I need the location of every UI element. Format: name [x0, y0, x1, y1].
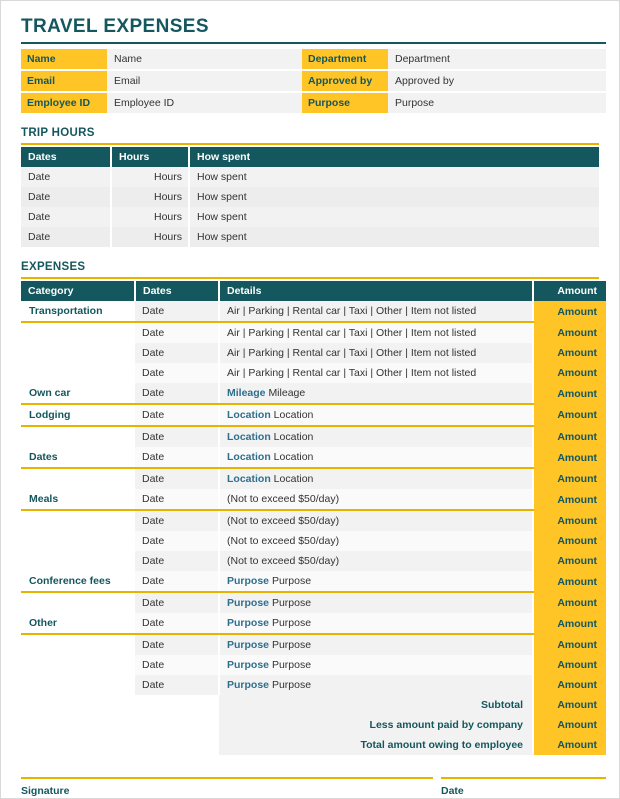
expense-amount-cell[interactable]: Amount: [533, 322, 606, 343]
expense-category-cell: [21, 655, 135, 675]
expense-category-cell: [21, 675, 135, 695]
expense-category-cell: [21, 592, 135, 613]
expense-detail-text: Purpose: [271, 639, 312, 651]
trip-hours-cell-how-spent[interactable]: How spent: [189, 167, 599, 187]
expense-row: [21, 613, 606, 634]
expense-date-cell[interactable]: Date: [135, 571, 219, 592]
info-value-1-right[interactable]: Approved by: [388, 71, 606, 91]
total-spacer-cell: [21, 695, 135, 715]
expense-row: [21, 510, 606, 531]
info-value-0-right[interactable]: Department: [388, 49, 606, 69]
expense-details-cell[interactable]: [219, 363, 533, 383]
trip-hours-cell-how-spent[interactable]: How spent: [189, 227, 599, 247]
signature-area: [21, 777, 606, 797]
expense-amount-cell[interactable]: Amount: [533, 551, 606, 571]
expense-detail-text: Purpose: [271, 659, 312, 671]
expense-row: [21, 571, 606, 592]
expense-date-cell[interactable]: Date: [135, 551, 219, 571]
expense-date-cell[interactable]: Date: [135, 383, 219, 404]
expense-category-cell: Other: [21, 613, 135, 634]
expense-amount-cell[interactable]: Amount: [533, 426, 606, 447]
trip-hours-cell-hours[interactable]: Hours: [111, 227, 189, 247]
expense-row: [21, 675, 606, 695]
total-spacer-cell: [135, 735, 219, 755]
expenses-heading: EXPENSES: [21, 261, 86, 273]
expense-category-cell: Own car: [21, 383, 135, 404]
trip-hours-cell-date[interactable]: Date: [21, 167, 111, 187]
expense-date-cell[interactable]: Date: [135, 634, 219, 655]
expense-date-cell[interactable]: Date: [135, 675, 219, 695]
expense-total-row: [21, 695, 606, 715]
expense-date-cell[interactable]: Date: [135, 613, 219, 634]
trip-hours-row: [21, 167, 599, 187]
expense-detail-label: Location: [227, 431, 271, 443]
expense-amount-cell[interactable]: Amount: [533, 301, 606, 322]
expense-detail-label: Purpose: [227, 639, 270, 651]
info-label-2-left: Employee ID: [21, 93, 107, 113]
expense-detail-text: (Not to exceed $50/day): [227, 535, 340, 547]
signature-block[interactable]: [21, 777, 433, 797]
expense-category-cell: [21, 363, 135, 383]
expense-details-cell[interactable]: [219, 634, 533, 655]
expense-date-cell[interactable]: Date: [135, 510, 219, 531]
expense-details-cell[interactable]: [219, 404, 533, 426]
expense-detail-text: Mileage: [268, 387, 306, 399]
expense-total-row: [21, 715, 606, 735]
info-value-2-left[interactable]: Employee ID: [107, 93, 302, 113]
info-label-0-right: Department: [302, 49, 388, 69]
expense-detail-text: Air | Parking | Rental car | Taxi | Other | Item not listed: [227, 367, 477, 379]
total-spacer-cell: [21, 735, 135, 755]
signature-date-block[interactable]: [441, 777, 606, 797]
signature-label: Signature: [21, 785, 70, 797]
trip-hours-heading: TRIP HOURS: [21, 127, 95, 139]
expense-amount-cell[interactable]: Amount: [533, 510, 606, 531]
expenses-col-amount: Amount: [533, 281, 606, 301]
expense-row: [21, 531, 606, 551]
expense-row: [21, 551, 606, 571]
expense-date-cell[interactable]: Date: [135, 322, 219, 343]
trip-hours-row: [21, 227, 599, 247]
expenses-col-details: Details: [219, 281, 533, 301]
expense-category-cell: [21, 531, 135, 551]
expense-amount-cell[interactable]: Amount: [533, 343, 606, 363]
expense-details-cell[interactable]: [219, 531, 533, 551]
expense-details-cell[interactable]: [219, 468, 533, 489]
date-label: Date: [441, 785, 464, 797]
expense-amount-cell[interactable]: Amount: [533, 363, 606, 383]
trip-hours-divider: [21, 143, 599, 145]
total-amount-cell[interactable]: Amount: [533, 695, 606, 715]
expense-detail-label: Location: [227, 451, 271, 463]
expense-details-cell[interactable]: [219, 447, 533, 468]
trip-hours-cell-how-spent[interactable]: How spent: [189, 207, 599, 227]
expense-detail-text: Purpose: [271, 617, 312, 629]
expense-detail-label: Location: [227, 409, 271, 421]
expense-detail-text: Location: [273, 409, 314, 421]
expense-detail-text: Air | Parking | Rental car | Taxi | Other | Item not listed: [227, 305, 477, 317]
expense-detail-label: Purpose: [227, 679, 270, 691]
expense-category-cell: Dates: [21, 447, 135, 468]
expenses-table: [21, 281, 606, 755]
expense-details-cell[interactable]: [219, 322, 533, 343]
expense-date-cell[interactable]: Date: [135, 489, 219, 510]
expense-detail-text: Location: [273, 451, 314, 463]
expense-category-cell: [21, 510, 135, 531]
expense-category-cell: [21, 343, 135, 363]
expense-detail-text: Air | Parking | Rental car | Taxi | Other | Item not listed: [227, 327, 477, 339]
expense-detail-label: Purpose: [227, 575, 270, 587]
expense-date-cell[interactable]: Date: [135, 301, 219, 322]
expense-total-row: [21, 735, 606, 755]
expense-date-cell[interactable]: Date: [135, 468, 219, 489]
trip-hours-cell-date[interactable]: Date: [21, 207, 111, 227]
expense-details-cell[interactable]: [219, 343, 533, 363]
expense-detail-text: Location: [273, 473, 314, 485]
expense-detail-text: Purpose: [271, 575, 312, 587]
expense-details-cell[interactable]: [219, 551, 533, 571]
expense-amount-cell[interactable]: Amount: [533, 613, 606, 634]
page-title: TRAVEL EXPENSES: [21, 16, 209, 37]
expense-date-cell[interactable]: Date: [135, 447, 219, 468]
trip-hours-header-row: [21, 147, 599, 167]
trip-hours-cell-hours[interactable]: Hours: [111, 187, 189, 207]
info-label-0-left: Name: [21, 49, 107, 69]
expense-detail-text: Air | Parking | Rental car | Taxi | Other | Item not listed: [227, 347, 477, 359]
expense-date-cell[interactable]: Date: [135, 404, 219, 426]
expense-details-cell[interactable]: [219, 489, 533, 510]
expense-date-cell[interactable]: Date: [135, 531, 219, 551]
expense-category-cell: Lodging: [21, 404, 135, 426]
title-divider: [21, 42, 606, 44]
expense-detail-text: Purpose: [271, 597, 312, 609]
total-label-cell: Less amount paid by company: [219, 715, 533, 735]
expense-detail-label: Purpose: [227, 617, 270, 629]
expense-date-cell[interactable]: Date: [135, 426, 219, 447]
info-label-1-right: Approved by: [302, 71, 388, 91]
expense-amount-cell[interactable]: Amount: [533, 383, 606, 404]
expense-row: [21, 634, 606, 655]
total-amount-cell[interactable]: Amount: [533, 735, 606, 755]
expense-detail-label: Location: [227, 473, 271, 485]
expense-row: [21, 301, 606, 322]
info-value-1-left[interactable]: Email: [107, 71, 302, 91]
trip-hours-col-how-spent: How spent: [189, 147, 599, 167]
expense-details-cell[interactable]: [219, 613, 533, 634]
trip-hours-col-hours: Hours: [111, 147, 189, 167]
expense-category-cell: [21, 426, 135, 447]
expense-detail-label: Mileage: [227, 387, 266, 399]
expense-amount-cell[interactable]: Amount: [533, 468, 606, 489]
expense-detail-text: (Not to exceed $50/day): [227, 515, 340, 527]
expenses-header-row: [21, 281, 606, 301]
expense-category-cell: [21, 551, 135, 571]
info-label-2-right: Purpose: [302, 93, 388, 113]
expense-date-cell[interactable]: Date: [135, 592, 219, 613]
info-value-0-left[interactable]: Name: [107, 49, 302, 69]
expense-detail-text: (Not to exceed $50/day): [227, 555, 340, 567]
expenses-col-category: Category: [21, 281, 135, 301]
expense-amount-cell[interactable]: Amount: [533, 655, 606, 675]
trip-hours-table: [21, 147, 599, 247]
expense-row: [21, 322, 606, 343]
total-label-cell: Total amount owing to employee: [219, 735, 533, 755]
trip-hours-row: [21, 207, 599, 227]
expense-category-cell: Transportation: [21, 301, 135, 322]
total-amount-cell[interactable]: Amount: [533, 715, 606, 735]
expense-row: [21, 426, 606, 447]
employee-info-grid: [21, 49, 606, 113]
expense-detail-label: Purpose: [227, 597, 270, 609]
expense-row: [21, 468, 606, 489]
expense-details-cell[interactable]: [219, 655, 533, 675]
trip-hours-col-dates: Dates: [21, 147, 111, 167]
expense-row: [21, 592, 606, 613]
trip-hours-cell-hours[interactable]: Hours: [111, 207, 189, 227]
expenses-col-dates: Dates: [135, 281, 219, 301]
expense-category-cell: [21, 468, 135, 489]
expense-details-cell[interactable]: [219, 592, 533, 613]
expense-row: [21, 363, 606, 383]
expense-amount-cell[interactable]: Amount: [533, 489, 606, 510]
trip-hours-cell-date[interactable]: Date: [21, 187, 111, 207]
info-value-2-right[interactable]: Purpose: [388, 93, 606, 113]
trip-hours-cell-date[interactable]: Date: [21, 227, 111, 247]
expense-details-cell[interactable]: [219, 675, 533, 695]
expense-row: [21, 655, 606, 675]
expense-date-cell[interactable]: Date: [135, 363, 219, 383]
total-spacer-cell: [135, 715, 219, 735]
expense-amount-cell[interactable]: Amount: [533, 675, 606, 695]
expense-amount-cell[interactable]: Amount: [533, 531, 606, 551]
expense-row: [21, 447, 606, 468]
total-spacer-cell: [135, 695, 219, 715]
expense-details-cell[interactable]: [219, 571, 533, 592]
expense-category-cell: Meals: [21, 489, 135, 510]
expense-amount-cell[interactable]: Amount: [533, 571, 606, 592]
expense-row: [21, 383, 606, 404]
expense-details-cell[interactable]: [219, 301, 533, 322]
expense-detail-text: Location: [273, 431, 314, 443]
info-label-1-left: Email: [21, 71, 107, 91]
expense-amount-cell[interactable]: Amount: [533, 447, 606, 468]
expense-amount-cell[interactable]: Amount: [533, 634, 606, 655]
total-spacer-cell: [21, 715, 135, 735]
expense-category-cell: [21, 634, 135, 655]
trip-hours-cell-hours[interactable]: Hours: [111, 167, 189, 187]
expense-detail-label: Purpose: [227, 659, 270, 671]
expense-date-cell[interactable]: Date: [135, 655, 219, 675]
expense-details-cell[interactable]: [219, 510, 533, 531]
expense-amount-cell[interactable]: Amount: [533, 404, 606, 426]
expense-row: [21, 404, 606, 426]
expense-category-cell: [21, 322, 135, 343]
expense-amount-cell[interactable]: Amount: [533, 592, 606, 613]
trip-hours-cell-how-spent[interactable]: How spent: [189, 187, 599, 207]
expense-row: [21, 489, 606, 510]
expense-row: [21, 343, 606, 363]
expense-details-cell[interactable]: [219, 426, 533, 447]
trip-hours-row: [21, 187, 599, 207]
expense-details-cell[interactable]: [219, 383, 533, 404]
expense-detail-text: (Not to exceed $50/day): [227, 493, 340, 505]
expenses-divider: [21, 277, 599, 279]
total-label-cell: Subtotal: [219, 695, 533, 715]
expense-category-cell: Conference fees: [21, 571, 135, 592]
expense-date-cell[interactable]: Date: [135, 343, 219, 363]
expense-detail-text: Purpose: [271, 679, 312, 691]
